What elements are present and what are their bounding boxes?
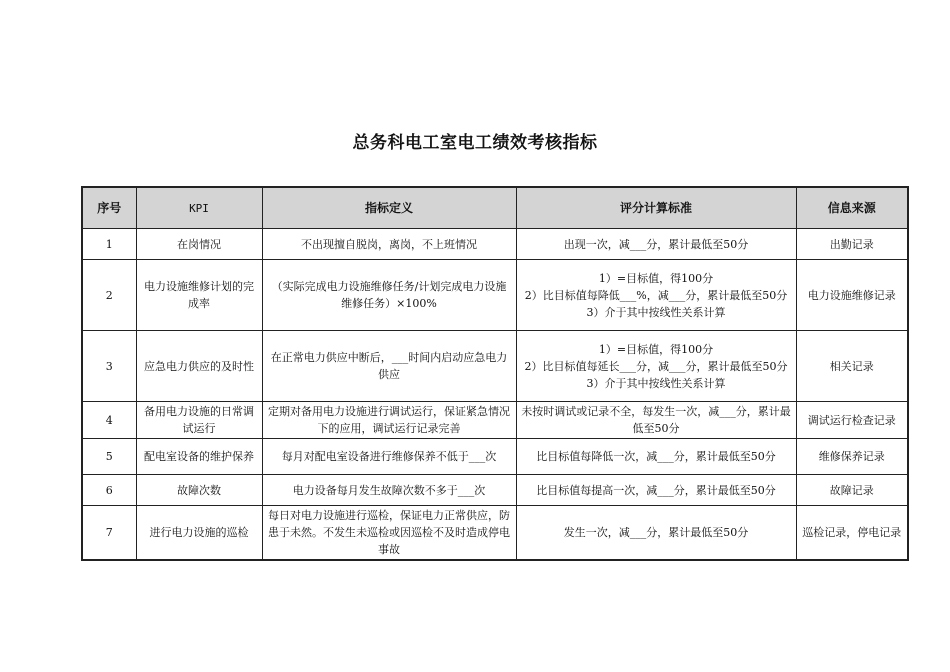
row-no: 7 <box>82 506 136 561</box>
row-kpi: 配电室设备的维护保养 <box>136 439 262 475</box>
criteria-line: 比目标值每提高一次，减___分，累计最低至50分 <box>536 483 776 497</box>
criteria-line: 2）比目标值每延长___分，减___分，累计最低至50分 <box>524 359 788 373</box>
table-row <box>82 475 908 506</box>
row-no: 4 <box>82 402 136 439</box>
row-no: 5 <box>82 439 136 475</box>
row-criteria <box>516 475 796 506</box>
row-definition: 不出现擅自脱岗，离岗，不上班情况 <box>262 229 516 260</box>
row-criteria <box>516 331 796 402</box>
row-no: 3 <box>82 331 136 402</box>
criteria-line: 3）介于其中按线性关系计算 <box>586 376 726 390</box>
row-source: 故障记录 <box>796 475 908 506</box>
table-header-row <box>82 187 908 229</box>
table-row <box>82 439 908 475</box>
criteria-line: 3）介于其中按线性关系计算 <box>586 305 726 319</box>
criteria-line: 出现一次，减___分，累计最低至50分 <box>563 237 749 251</box>
criteria-line: 发生一次，减___分，累计最低至50分 <box>563 526 749 539</box>
criteria-line: 2）比目标值每降低___%，减___分，累计最低至50分 <box>524 288 788 302</box>
table-row <box>82 506 908 561</box>
table-row <box>82 331 908 402</box>
row-definition: 电力设备每月发生故障次数不多于___次 <box>262 475 516 506</box>
row-kpi: 电力设施维修计划的完成率 <box>136 260 262 331</box>
row-criteria <box>516 229 796 260</box>
row-kpi: 故障次数 <box>136 475 262 506</box>
row-kpi: 应急电力供应的及时性 <box>136 331 262 402</box>
table-row <box>82 402 908 439</box>
row-source: 出勤记录 <box>796 229 908 260</box>
header-kpi: KPI <box>136 187 262 229</box>
table-row <box>82 229 908 260</box>
row-criteria <box>516 439 796 475</box>
row-source: 调试运行检查记录 <box>796 402 908 439</box>
row-kpi: 备用电力设施的日常调试运行 <box>136 402 262 439</box>
row-criteria <box>516 402 796 439</box>
criteria-line: 比目标值每降低一次，减___分，累计最低至50分 <box>536 450 776 463</box>
row-criteria <box>516 260 796 331</box>
row-definition: （实际完成电力设施维修任务/计划完成电力设施维修任务）×100% <box>262 260 516 331</box>
row-no: 6 <box>82 475 136 506</box>
row-source: 巡检记录，停电记录 <box>796 506 908 561</box>
row-definition: 在正常电力供应中断后，___时间内启动应急电力供应 <box>262 331 516 402</box>
row-source: 相关记录 <box>796 331 908 402</box>
criteria-line: 1）=目标值，得100分 <box>598 342 714 356</box>
row-definition: 定期对备用电力设施进行调试运行，保证紧急情况下的应用，调试运行记录完善 <box>262 402 516 439</box>
criteria-line: 未按时调试或记录不全，每发生一次，减___分，累计最低至50分 <box>521 405 791 435</box>
criteria-line: 1）=目标值，得100分 <box>598 271 714 285</box>
header-definition: 指标定义 <box>262 187 516 229</box>
kpi-table <box>81 186 909 561</box>
row-source: 电力设施维修记录 <box>796 260 908 331</box>
header-no: 序号 <box>82 187 136 229</box>
row-kpi: 进行电力设施的巡检 <box>136 506 262 561</box>
row-definition: 每月对配电室设备进行维修保养不低于___次 <box>262 439 516 475</box>
row-source: 维修保养记录 <box>796 439 908 475</box>
row-kpi: 在岗情况 <box>136 229 262 260</box>
table-row <box>82 260 908 331</box>
header-criteria: 评分计算标准 <box>516 187 796 229</box>
row-definition: 每日对电力设施进行巡检，保证电力正常供应，防患于未然。不发生未巡检或因巡检不及时造成停电事故 <box>262 506 516 561</box>
header-source: 信息来源 <box>796 187 908 229</box>
row-no: 2 <box>82 260 136 331</box>
row-no: 1 <box>82 229 136 260</box>
page-title: 总务科电工室电工绩效考核指标 <box>352 133 598 153</box>
row-criteria <box>516 506 796 561</box>
